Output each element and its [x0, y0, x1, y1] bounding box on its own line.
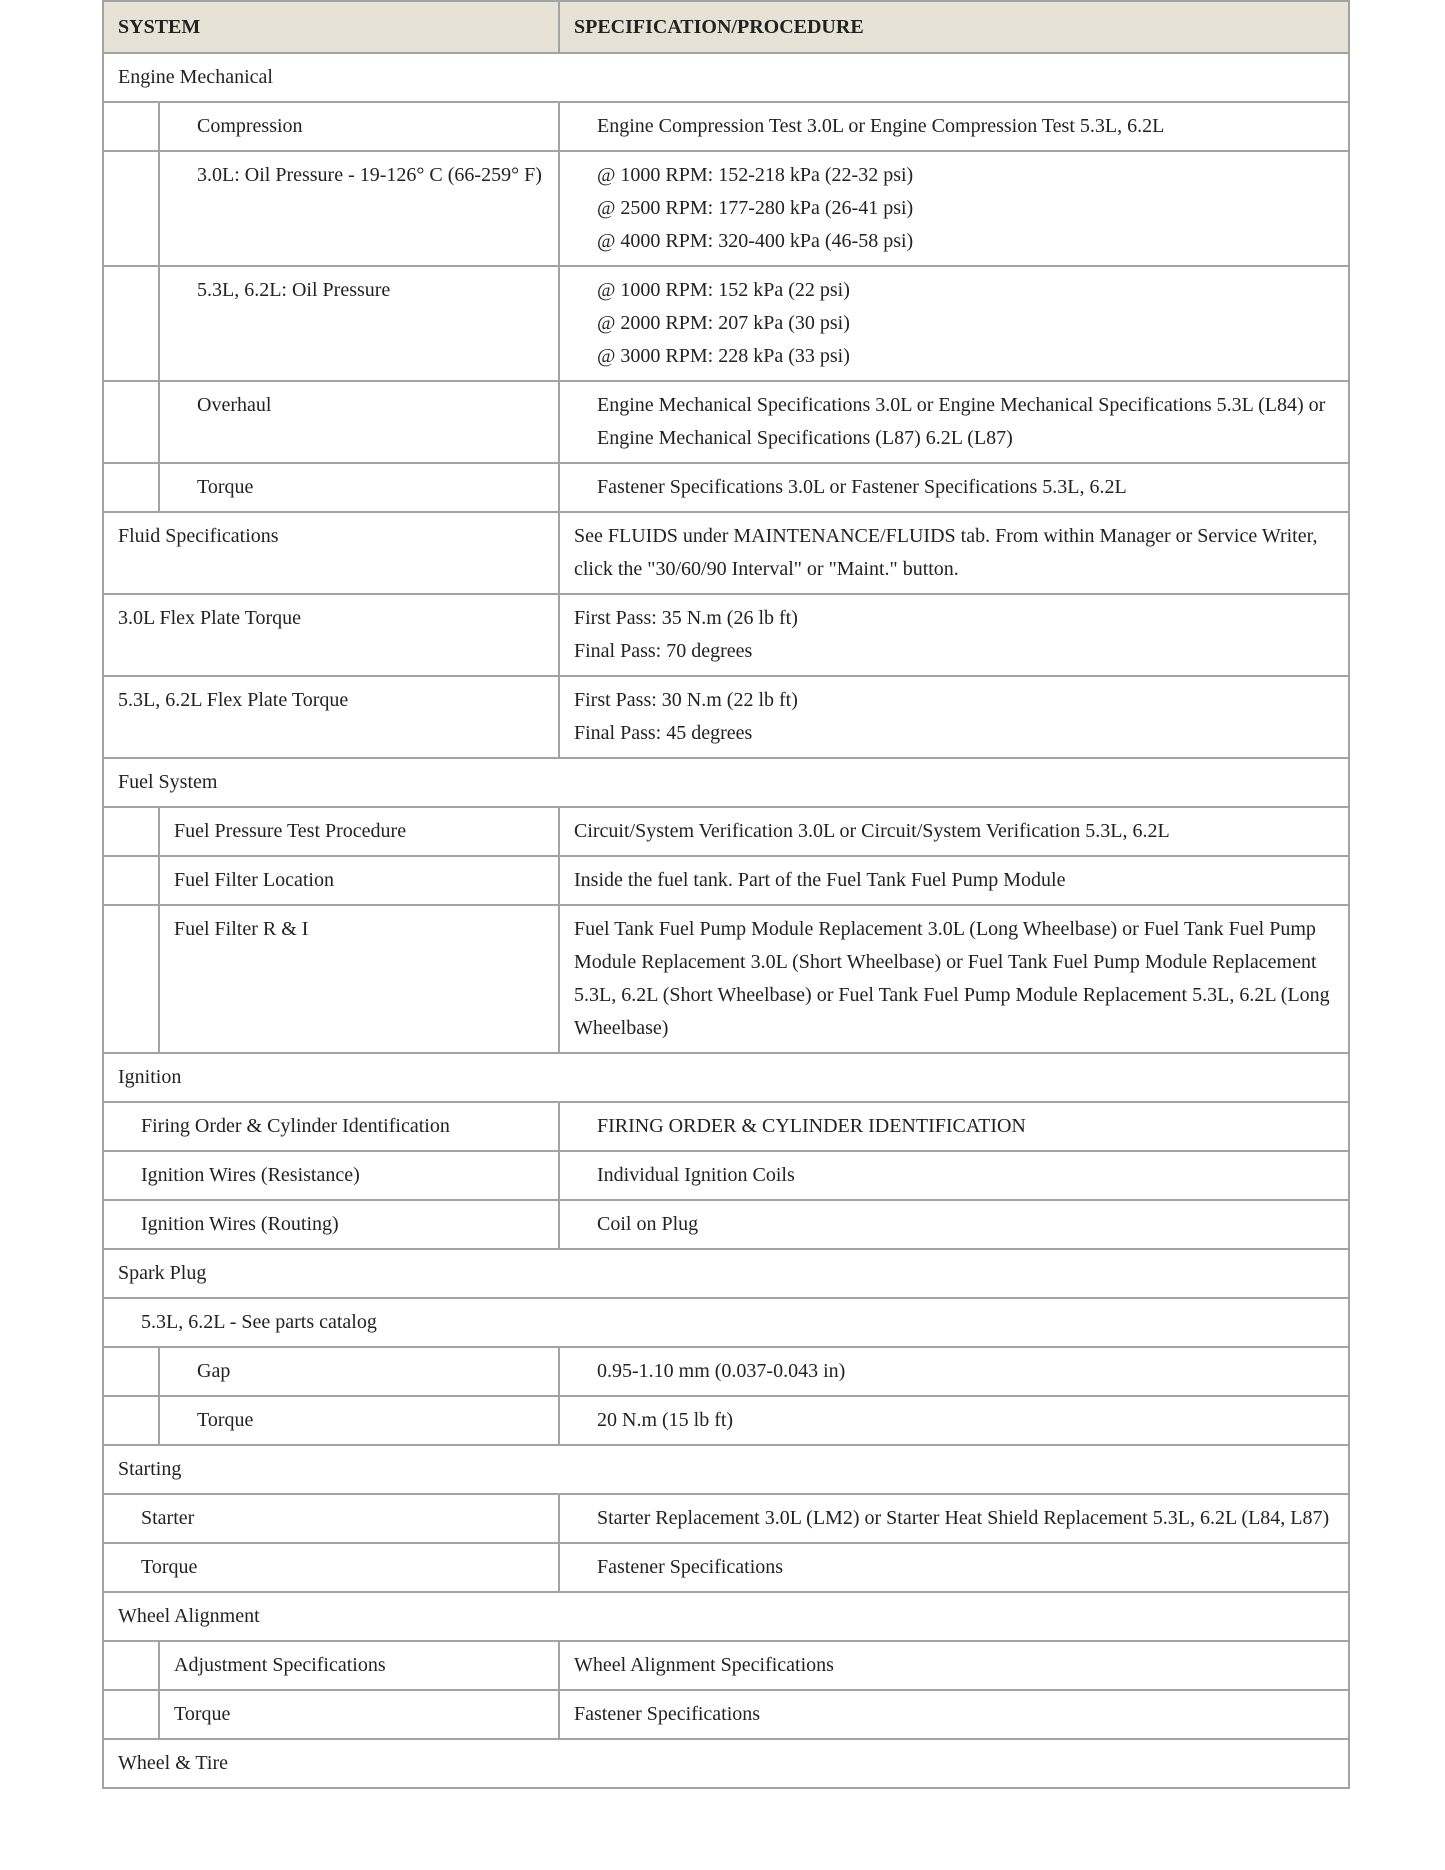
system-label: Gap — [197, 1360, 231, 1382]
spec-line: @ 1000 RPM: 152-218 kPa (22-32 psi) — [597, 164, 914, 186]
system-label: 5.3L, 6.2L Flex Plate Torque — [118, 689, 349, 711]
spec-text — [560, 1348, 1348, 1395]
spec-text — [560, 103, 1348, 150]
spec-cell — [559, 905, 1349, 1053]
section-label: Ignition — [118, 1066, 182, 1088]
table-row — [103, 1690, 1349, 1739]
table-row — [103, 807, 1349, 856]
table-row — [103, 266, 1349, 381]
section-heading — [103, 1739, 1349, 1788]
indent-cell — [103, 856, 159, 905]
system-label: Fluid Specifications — [118, 525, 279, 547]
spec-text — [560, 267, 1348, 380]
section-heading — [103, 1445, 1349, 1494]
spec-text — [560, 1201, 1348, 1248]
system-label: Overhaul — [197, 394, 272, 416]
system-cell — [159, 905, 559, 1053]
spec-cell — [559, 512, 1349, 594]
spec-line: FIRING ORDER & CYLINDER IDENTIFICATION — [597, 1115, 1026, 1137]
table-row — [103, 1249, 1349, 1298]
spec-line: @ 2000 RPM: 207 kPa (30 psi) — [597, 312, 850, 334]
system-label: Fuel Pressure Test Procedure — [174, 820, 407, 842]
table-row — [103, 1200, 1349, 1249]
section-label: Starting — [118, 1458, 182, 1480]
table-row — [103, 1494, 1349, 1543]
spec-cell — [559, 676, 1349, 758]
specification-table — [102, 0, 1350, 1789]
table-row — [103, 1053, 1349, 1102]
system-label: Torque — [141, 1556, 198, 1578]
table-row — [103, 1102, 1349, 1151]
spec-line: Starter Replacement 3.0L (LM2) or Starter Heat Shield Replacement 5.3L, 6.2L (L84, L87) — [597, 1507, 1330, 1529]
spec-text — [560, 857, 1348, 904]
system-cell — [159, 1347, 559, 1396]
section-heading — [103, 1053, 1349, 1102]
table-row — [103, 1151, 1349, 1200]
spec-text — [560, 1642, 1348, 1689]
table-row — [103, 1641, 1349, 1690]
spec-text — [560, 808, 1348, 855]
system-cell — [159, 1641, 559, 1690]
spec-cell — [559, 856, 1349, 905]
spec-text — [560, 382, 1348, 462]
spec-line: Fastener Specifications — [574, 1703, 761, 1725]
indent-cell — [103, 151, 159, 266]
system-label: Firing Order & Cylinder Identification — [141, 1115, 450, 1137]
spec-text — [560, 677, 1348, 757]
table-row — [103, 1543, 1349, 1592]
system-label: Torque — [174, 1703, 231, 1725]
spec-cell — [559, 1396, 1349, 1445]
spec-line: Individual Ignition Coils — [597, 1164, 795, 1186]
indent-cell — [103, 1347, 159, 1396]
system-label: Starter — [141, 1507, 195, 1529]
system-label: 3.0L: Oil Pressure - 19-126° C (66-259° F) — [197, 164, 542, 186]
spec-cell — [559, 1102, 1349, 1151]
indent-cell — [103, 463, 159, 512]
system-label: Fuel Filter Location — [174, 869, 334, 891]
section-heading — [103, 53, 1349, 102]
indent-cell — [103, 381, 159, 463]
system-cell — [159, 266, 559, 381]
system-cell — [103, 676, 559, 758]
spec-line: @ 3000 RPM: 228 kPa (33 psi) — [597, 345, 850, 367]
section-label: Wheel & Tire — [118, 1752, 228, 1774]
system-cell — [103, 512, 559, 594]
table-header-row — [103, 1, 1349, 53]
section-heading — [103, 1592, 1349, 1641]
spec-text — [560, 595, 1348, 675]
spec-text — [560, 152, 1348, 265]
spec-cell — [559, 381, 1349, 463]
system-cell — [159, 856, 559, 905]
system-cell — [159, 1690, 559, 1739]
spec-cell — [559, 1151, 1349, 1200]
spec-line: @ 2500 RPM: 177-280 kPa (26-41 psi) — [597, 197, 914, 219]
spec-line: First Pass: 30 N.m (22 lb ft) — [574, 689, 798, 711]
spec-cell — [559, 1200, 1349, 1249]
header-specification: SPECIFICATION/PROCEDURE — [559, 1, 1349, 53]
section-label: 5.3L, 6.2L - See parts catalog — [141, 1311, 377, 1333]
spec-cell — [559, 151, 1349, 266]
spec-line: Fuel Tank Fuel Pump Module Replacement 3.0L (Long Wheelbase) or Fuel Tank Fuel Pump Module Replacement 3.0L (Short Wheelbase) or Fuel Tank Fuel Pump Module Replacement 5.3L, 6.2L (Short Wheelbase) or Fuel Tank Fuel Pump Module Replacement 5.3L, 6.2L (Long Wheelbase) — [574, 918, 1330, 1039]
spec-line: Fastener Specifications — [597, 1556, 784, 1578]
indent-cell — [103, 905, 159, 1053]
spec-text — [560, 1691, 1348, 1738]
spec-cell — [559, 594, 1349, 676]
table-row — [103, 1739, 1349, 1788]
spec-line: @ 4000 RPM: 320-400 kPa (46-58 psi) — [597, 230, 914, 252]
indent-cell — [103, 102, 159, 151]
system-label: 5.3L, 6.2L: Oil Pressure — [197, 279, 391, 301]
spec-cell — [559, 1543, 1349, 1592]
spec-line: Coil on Plug — [597, 1213, 699, 1235]
spec-cell — [559, 1690, 1349, 1739]
spec-text — [560, 1152, 1348, 1199]
spec-line: Engine Mechanical Specifications 3.0L or Engine Mechanical Specifications 5.3L (L84) or Engine Mechanical Specifications (L87) 6.2L (L87) — [597, 394, 1326, 449]
system-cell — [103, 1494, 559, 1543]
system-label: Ignition Wires (Resistance) — [141, 1164, 360, 1186]
system-cell — [159, 463, 559, 512]
system-cell — [103, 1102, 559, 1151]
spec-line: Fastener Specifications 3.0L or Fastener Specifications 5.3L, 6.2L — [597, 476, 1127, 498]
spec-text — [560, 1495, 1348, 1542]
spec-line: Wheel Alignment Specifications — [574, 1654, 834, 1676]
system-label: Compression — [197, 115, 303, 137]
spec-cell — [559, 1347, 1349, 1396]
spec-text — [560, 464, 1348, 511]
system-label: Ignition Wires (Routing) — [141, 1213, 339, 1235]
indent-cell — [103, 266, 159, 381]
indent-cell — [103, 1690, 159, 1739]
table-row — [103, 1592, 1349, 1641]
spec-text — [560, 1103, 1348, 1150]
system-cell — [103, 1543, 559, 1592]
table-row — [103, 102, 1349, 151]
system-cell — [103, 594, 559, 676]
system-cell — [159, 1396, 559, 1445]
spec-line: 0.95-1.10 mm (0.037-0.043 in) — [597, 1360, 846, 1382]
spec-cell — [559, 266, 1349, 381]
spec-text — [560, 1397, 1348, 1444]
table-row — [103, 151, 1349, 266]
section-heading — [103, 1249, 1349, 1298]
spec-cell — [559, 463, 1349, 512]
system-cell — [103, 1200, 559, 1249]
system-label: Adjustment Specifications — [174, 1654, 386, 1676]
table-row — [103, 1445, 1349, 1494]
system-cell — [159, 102, 559, 151]
table-row — [103, 758, 1349, 807]
table-row — [103, 512, 1349, 594]
section-heading — [103, 1298, 1349, 1347]
spec-line: @ 1000 RPM: 152 kPa (22 psi) — [597, 279, 850, 301]
indent-cell — [103, 1396, 159, 1445]
system-cell — [159, 151, 559, 266]
table-row — [103, 381, 1349, 463]
spec-cell — [559, 1641, 1349, 1690]
spec-line: First Pass: 35 N.m (26 lb ft) — [574, 607, 798, 629]
indent-cell — [103, 807, 159, 856]
system-label: Fuel Filter R & I — [174, 918, 309, 940]
header-system: SYSTEM — [103, 1, 559, 53]
spec-line: Final Pass: 45 degrees — [574, 722, 753, 744]
system-label: Torque — [197, 476, 254, 498]
section-label: Fuel System — [118, 771, 218, 793]
section-label: Engine Mechanical — [118, 66, 273, 88]
spec-line: Inside the fuel tank. Part of the Fuel Tank Fuel Pump Module — [574, 869, 1066, 891]
system-cell — [159, 381, 559, 463]
spec-text — [560, 906, 1348, 1052]
table-body — [103, 53, 1349, 1788]
spec-text — [560, 513, 1348, 593]
spec-text — [560, 1544, 1348, 1591]
section-label: Spark Plug — [118, 1262, 207, 1284]
table-row — [103, 594, 1349, 676]
spec-line: See FLUIDS under MAINTENANCE/FLUIDS tab. From within Manager or Service Writer, click the "30/60/90 Interval" or "Maint." button. — [574, 525, 1318, 580]
spec-line: Circuit/System Verification 3.0L or Circuit/System Verification 5.3L, 6.2L — [574, 820, 1170, 842]
table-row — [103, 856, 1349, 905]
system-label: Torque — [197, 1409, 254, 1431]
system-cell — [159, 807, 559, 856]
spec-line: 20 N.m (15 lb ft) — [597, 1409, 734, 1431]
system-cell — [103, 1151, 559, 1200]
table-row — [103, 463, 1349, 512]
table-row — [103, 676, 1349, 758]
spec-cell — [559, 102, 1349, 151]
spec-cell — [559, 1494, 1349, 1543]
table-row — [103, 1396, 1349, 1445]
table-row — [103, 1347, 1349, 1396]
system-label: 3.0L Flex Plate Torque — [118, 607, 302, 629]
table-row — [103, 905, 1349, 1053]
table-row — [103, 1298, 1349, 1347]
spec-line: Final Pass: 70 degrees — [574, 640, 753, 662]
section-heading — [103, 758, 1349, 807]
spec-cell — [559, 807, 1349, 856]
section-label: Wheel Alignment — [118, 1605, 260, 1627]
indent-cell — [103, 1641, 159, 1690]
table-row — [103, 53, 1349, 102]
spec-line: Engine Compression Test 3.0L or Engine Compression Test 5.3L, 6.2L — [597, 115, 1165, 137]
